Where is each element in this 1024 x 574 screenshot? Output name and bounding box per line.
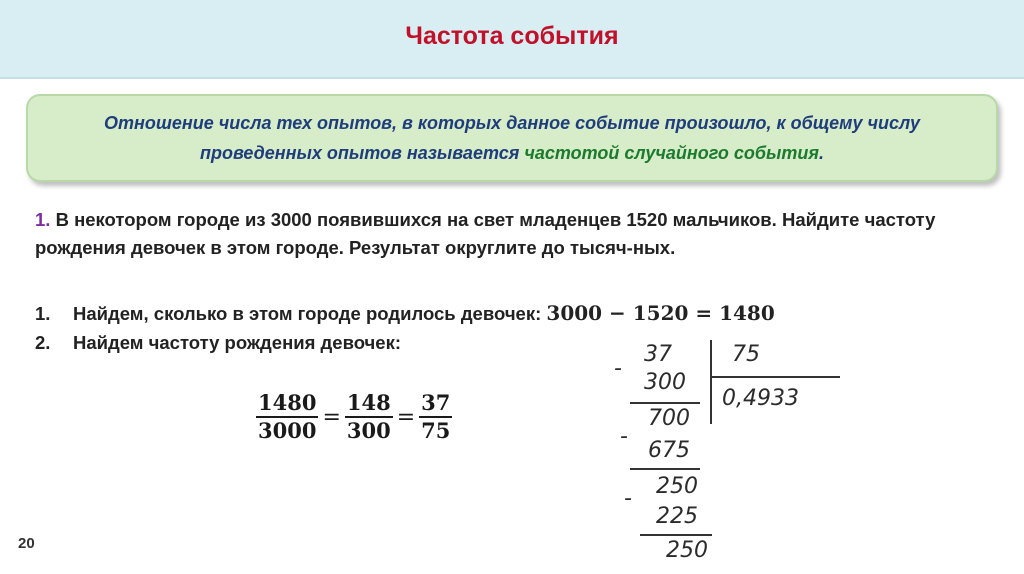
long-division — [600, 336, 860, 574]
fraction — [256, 390, 318, 444]
fraction-numerator: 148 — [346, 390, 391, 415]
problem-number: 1. — [35, 209, 51, 230]
equals-sign: = — [322, 404, 341, 430]
fraction-denominator: 75 — [421, 418, 451, 443]
division-bracket — [710, 340, 712, 424]
division-line — [630, 402, 700, 404]
minus-sign: - — [620, 424, 628, 449]
fraction-numerator: 37 — [421, 390, 451, 415]
fraction-chain — [256, 390, 452, 444]
problem-statement — [35, 206, 975, 262]
slide-title: Частота события — [405, 22, 619, 50]
definition-text: Отношение числа тех опытов, в которых данное событие произошло, к общему числу проведенных опытов называется — [104, 113, 920, 163]
dividend: 37 — [644, 342, 672, 367]
slide-header — [0, 0, 1024, 79]
minus-sign: - — [614, 356, 622, 381]
definition-term: частотой случайного события — [524, 143, 820, 163]
step-number: 1. — [35, 303, 51, 324]
division-line — [640, 534, 712, 536]
fraction — [345, 390, 393, 444]
step-math: 3000 − 1520 = 1480 — [546, 301, 775, 325]
division-row: 250 — [666, 538, 708, 563]
page-number: 20 — [18, 535, 35, 552]
step-text: Найдем частоту рождения девочек: — [73, 332, 401, 353]
equals-sign: = — [396, 404, 416, 430]
definition-box — [26, 94, 998, 182]
division-row: 250 — [656, 474, 698, 499]
fraction-denominator: 3000 — [258, 418, 317, 443]
fraction-numerator: 1480 — [258, 390, 317, 415]
quotient: 0,4933 — [722, 386, 799, 411]
division-row: 675 — [648, 438, 690, 463]
step-1 — [35, 298, 775, 328]
division-row: 300 — [644, 370, 686, 395]
division-bracket — [710, 376, 840, 378]
division-line — [630, 468, 700, 470]
fraction — [419, 390, 452, 444]
division-row: 225 — [656, 504, 698, 529]
step-number: 2. — [35, 332, 51, 353]
fraction-denominator: 300 — [346, 418, 391, 443]
step-text: Найдем, сколько в этом городе родилось девочек: — [73, 303, 547, 324]
divisor: 75 — [732, 342, 760, 367]
division-row: 700 — [648, 406, 690, 431]
problem-text: В некотором городе из 3000 появившихся на свет младенцев 1520 мальчиков. Найдите частоту рождения девочек в этом городе. Результат округлите до тысяч-ных. — [35, 209, 936, 258]
definition-end: . — [819, 143, 825, 163]
minus-sign: - — [624, 486, 632, 511]
